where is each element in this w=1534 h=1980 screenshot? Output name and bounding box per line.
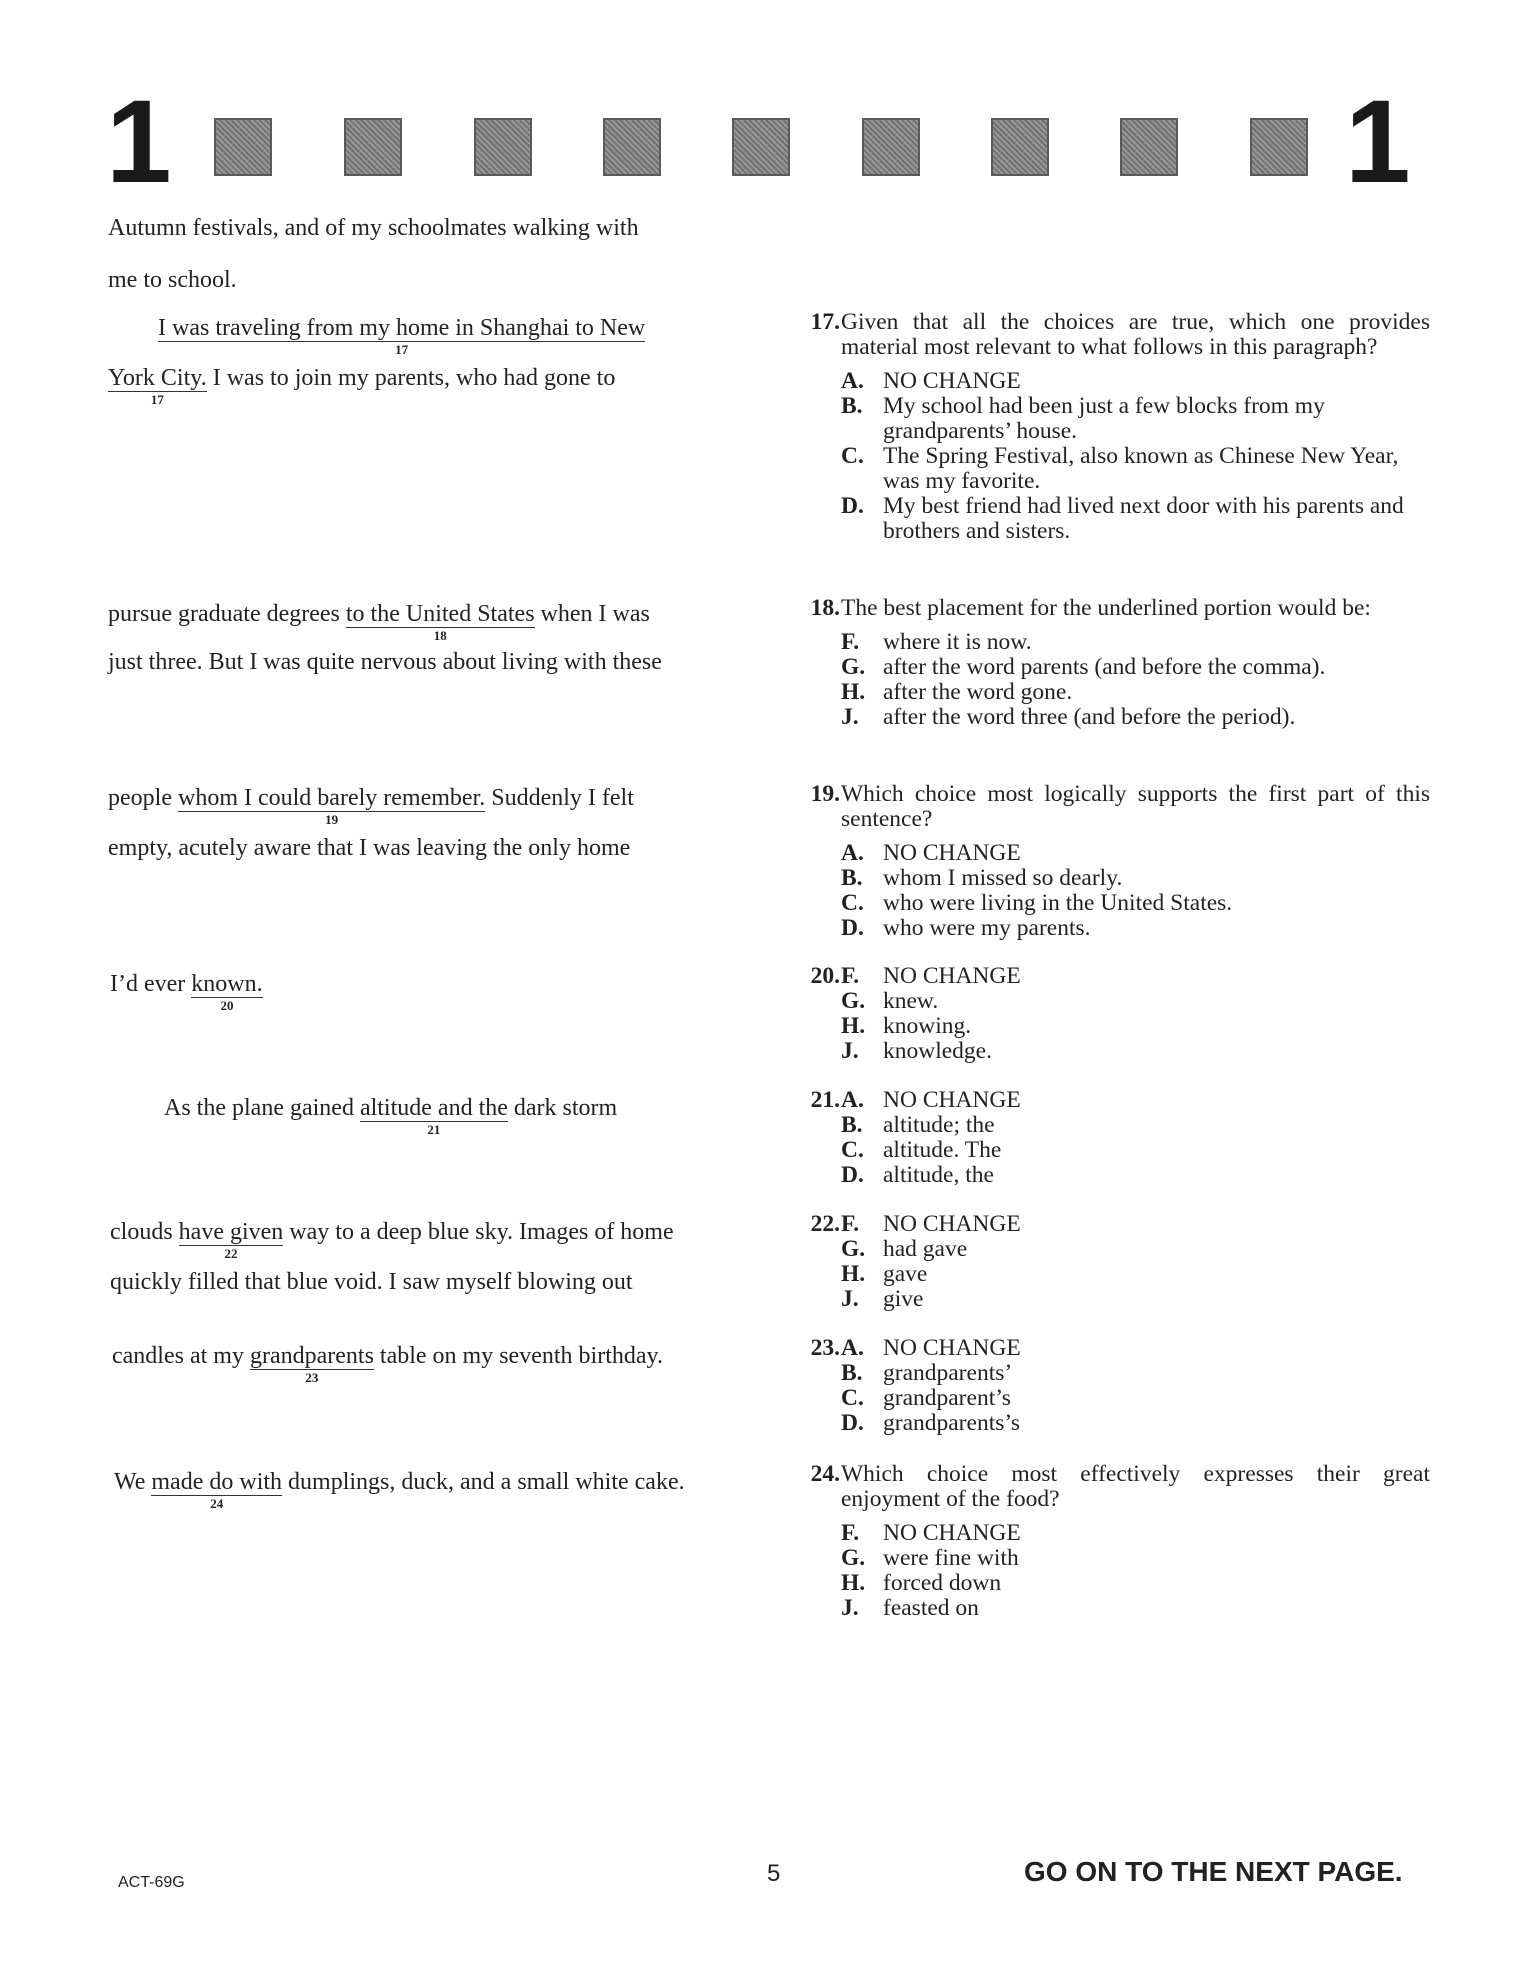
answer-option[interactable] xyxy=(841,630,1430,655)
passage-line: Autumn festivals, and of my schoolmates walking with xyxy=(108,215,639,241)
answer-option[interactable] xyxy=(841,1411,1430,1436)
answer-option[interactable] xyxy=(841,705,1430,730)
answer-option[interactable] xyxy=(841,1262,1430,1287)
passage-line xyxy=(112,1342,663,1385)
option-text: NO CHANGE xyxy=(883,840,1021,866)
option-text: NO CHANGE xyxy=(883,1335,1021,1361)
option-letter: G. xyxy=(841,1236,866,1262)
option-text: after the word three (and before the period). xyxy=(883,704,1296,730)
option-letter: A. xyxy=(841,1087,864,1113)
option-letter: B. xyxy=(841,865,863,891)
option-text: whom I missed so dearly. xyxy=(883,865,1123,891)
option-text: My best friend had lived next door with his parents and brothers and sisters. xyxy=(883,493,1404,544)
question-18 xyxy=(790,596,1430,730)
underlined-portion-24 xyxy=(151,1469,283,1511)
question-17 xyxy=(790,310,1430,544)
option-text: altitude. The xyxy=(883,1137,1002,1163)
passage-line: me to school. xyxy=(108,267,237,293)
header-block-6 xyxy=(862,118,920,176)
question-ref-21: 21 xyxy=(427,1122,441,1137)
option-letter: C. xyxy=(841,890,864,916)
passage-line xyxy=(158,314,646,357)
answer-option[interactable] xyxy=(841,1014,1430,1039)
passage-line: quickly filled that blue void. I saw myself blowing out xyxy=(110,1269,633,1295)
answer-option[interactable] xyxy=(841,1361,1430,1386)
option-letter: B. xyxy=(841,393,863,419)
option-letter: B. xyxy=(841,1112,863,1138)
answer-option[interactable] xyxy=(841,1088,1430,1113)
option-text: grandparents’ xyxy=(883,1360,1013,1386)
header-block-1 xyxy=(214,118,272,176)
option-letter: G. xyxy=(841,988,866,1014)
section-number-right: 1 xyxy=(1345,76,1411,208)
answer-option[interactable] xyxy=(841,1521,1430,1546)
underlined-text: York City. xyxy=(108,365,207,391)
question-22 xyxy=(790,1212,1430,1312)
answer-option[interactable] xyxy=(841,1039,1430,1064)
underlined-portion-20 xyxy=(191,971,263,1013)
answer-option[interactable] xyxy=(841,394,1430,444)
header-block-7 xyxy=(991,118,1049,176)
option-text: after the word parents (and before the comma). xyxy=(883,654,1326,680)
answer-option[interactable] xyxy=(841,1237,1430,1262)
passage-text: As the plane gained xyxy=(164,1095,360,1121)
underlined-text: grandparents xyxy=(249,1343,374,1369)
option-letter: H. xyxy=(841,679,866,705)
underlined-portion-18 xyxy=(345,601,535,643)
answer-option[interactable] xyxy=(841,1212,1430,1237)
option-letter: D. xyxy=(841,1410,864,1436)
header-block-5 xyxy=(732,118,790,176)
option-text: altitude; the xyxy=(883,1112,995,1138)
option-letter: J. xyxy=(841,1286,859,1312)
passage-text: I was to join my parents, who had gone to xyxy=(206,365,616,391)
question-number: 24. xyxy=(810,1461,840,1487)
option-text: give xyxy=(883,1286,924,1312)
passage-line xyxy=(110,970,263,1013)
option-text: altitude, the xyxy=(883,1162,994,1188)
underlined-portion-21 xyxy=(359,1095,508,1137)
passage-line: empty, acutely aware that I was leaving the only home xyxy=(108,835,631,861)
answer-option[interactable] xyxy=(841,841,1430,866)
underlined-text: I was traveling from my home in Shanghai to New xyxy=(158,315,646,341)
option-text: had gave xyxy=(883,1236,968,1262)
underlined-portion-22 xyxy=(178,1219,284,1261)
option-text: where it is now. xyxy=(883,629,1032,655)
question-number: 20. xyxy=(810,963,840,989)
answer-option[interactable] xyxy=(841,866,1430,891)
option-letter: H. xyxy=(841,1013,866,1039)
header-block-4 xyxy=(603,118,661,176)
question-number: 17. xyxy=(810,309,840,335)
question-number: 19. xyxy=(810,781,840,807)
option-letter: D. xyxy=(841,1162,864,1188)
underlined-text: to the United States xyxy=(345,601,535,627)
header-block-3 xyxy=(474,118,532,176)
option-text: The Spring Festival, also known as Chinese New Year, was my favorite. xyxy=(883,443,1399,494)
option-letter: J. xyxy=(841,1595,859,1621)
question-ref-17: 17 xyxy=(150,392,164,407)
passage-text: table on my seventh birthday. xyxy=(373,1343,663,1369)
option-letter: F. xyxy=(841,1211,860,1237)
option-text: knew. xyxy=(883,988,939,1014)
option-text: were fine with xyxy=(883,1545,1019,1571)
option-text: NO CHANGE xyxy=(883,963,1021,989)
question-text: Given that all the choices are true, which one provides material most relevant to what follows in this paragraph? xyxy=(841,309,1430,360)
option-letter: C. xyxy=(841,443,864,469)
underlined-text: made do with xyxy=(151,1469,283,1495)
underlined-portion-17 xyxy=(158,315,646,357)
passage-text: pursue graduate degrees xyxy=(108,601,346,627)
header-block-8 xyxy=(1120,118,1178,176)
option-text: feasted on xyxy=(883,1595,979,1621)
answer-option[interactable] xyxy=(841,1138,1430,1163)
answer-option[interactable] xyxy=(841,891,1430,916)
option-letter: F. xyxy=(841,963,860,989)
question-ref-22: 22 xyxy=(224,1246,238,1261)
option-text: NO CHANGE xyxy=(883,368,1021,394)
option-letter: A. xyxy=(841,1335,864,1361)
passage-line xyxy=(108,784,634,827)
passage-text: candles at my xyxy=(112,1343,250,1369)
option-letter: J. xyxy=(841,1038,859,1064)
option-letter: G. xyxy=(841,1545,866,1571)
option-letter: J. xyxy=(841,704,859,730)
option-letter: G. xyxy=(841,654,866,680)
page-number: 5 xyxy=(767,1860,781,1887)
question-text: The best placement for the underlined portion would be: xyxy=(841,595,1371,621)
answer-option[interactable] xyxy=(841,444,1430,494)
question-number: 18. xyxy=(810,595,840,621)
header-block-2 xyxy=(344,118,402,176)
underlined-text: have given xyxy=(178,1219,284,1245)
question-text: Which choice most effectively expresses their great enjoyment of the food? xyxy=(841,1461,1430,1512)
answer-option[interactable] xyxy=(841,680,1430,705)
answer-option[interactable] xyxy=(841,964,1430,989)
passage-line xyxy=(110,1218,674,1261)
option-text: forced down xyxy=(883,1570,1002,1596)
answer-option[interactable] xyxy=(841,369,1430,394)
option-letter: H. xyxy=(841,1570,866,1596)
passage-line xyxy=(108,600,650,643)
underlined-text: known. xyxy=(191,971,263,997)
passage-text: dark storm xyxy=(507,1095,618,1121)
underlined-text: whom I could barely remember. xyxy=(177,785,486,811)
answer-option[interactable] xyxy=(841,1336,1430,1361)
option-letter: C. xyxy=(841,1137,864,1163)
option-letter: D. xyxy=(841,493,864,519)
passage-text: clouds xyxy=(110,1219,179,1245)
underlined-portion-23 xyxy=(249,1343,374,1385)
passage-text: way to a deep blue sky. Images of home xyxy=(283,1219,674,1245)
question-ref-20: 20 xyxy=(220,998,234,1013)
passage-line xyxy=(164,1094,618,1137)
question-ref-18: 18 xyxy=(433,628,447,643)
option-text: knowledge. xyxy=(883,1038,992,1064)
option-text: who were my parents. xyxy=(883,915,1091,941)
question-number: 23. xyxy=(810,1335,840,1361)
question-ref-24: 24 xyxy=(210,1496,224,1511)
underlined-portion-19 xyxy=(177,785,486,827)
option-text: grandparent’s xyxy=(883,1385,1011,1411)
option-letter: F. xyxy=(841,629,860,655)
passage-text: dumplings, duck, and a small white cake. xyxy=(282,1469,685,1495)
option-letter: D. xyxy=(841,915,864,941)
question-ref-23: 23 xyxy=(305,1370,319,1385)
answer-option[interactable] xyxy=(841,1546,1430,1571)
option-letter: F. xyxy=(841,1520,860,1546)
option-letter: B. xyxy=(841,1360,863,1386)
passage-line xyxy=(108,364,616,407)
question-number: 21. xyxy=(810,1087,840,1113)
answer-option[interactable] xyxy=(841,1571,1430,1596)
option-letter: H. xyxy=(841,1261,866,1287)
answer-option[interactable] xyxy=(841,1596,1430,1621)
option-text: NO CHANGE xyxy=(883,1211,1021,1237)
question-ref-17: 17 xyxy=(395,342,409,357)
answer-option[interactable] xyxy=(841,989,1430,1014)
underlined-text: altitude and the xyxy=(359,1095,508,1121)
option-text: who were living in the United States. xyxy=(883,890,1233,916)
passage-text: I’d ever xyxy=(110,971,192,997)
question-21 xyxy=(790,1088,1430,1188)
answer-option[interactable] xyxy=(841,494,1430,544)
passage-text: We xyxy=(114,1469,152,1495)
option-text: gave xyxy=(883,1261,928,1287)
answer-option[interactable] xyxy=(841,916,1430,941)
option-text: grandparents’s xyxy=(883,1410,1021,1436)
option-text: NO CHANGE xyxy=(883,1520,1021,1546)
answer-option[interactable] xyxy=(841,1386,1430,1411)
option-text: after the word gone. xyxy=(883,679,1073,705)
next-page-instruction: GO ON TO THE NEXT PAGE. xyxy=(1024,1856,1403,1887)
passage-text: when I was xyxy=(534,601,650,627)
form-code: ACT-69G xyxy=(118,1874,185,1891)
passage-line: just three. But I was quite nervous about living with these xyxy=(108,649,662,675)
question-23 xyxy=(790,1336,1430,1436)
question-number: 22. xyxy=(810,1211,840,1237)
option-letter: A. xyxy=(841,840,864,866)
header-block-9 xyxy=(1250,118,1308,176)
question-text: Which choice most logically supports the first part of this sentence? xyxy=(841,781,1430,832)
answer-option[interactable] xyxy=(841,1287,1430,1312)
underlined-portion-17 xyxy=(108,365,207,407)
option-text: knowing. xyxy=(883,1013,972,1039)
passage-line xyxy=(114,1468,685,1511)
passage-text: people xyxy=(108,785,178,811)
option-text: My school had been just a few blocks from my grandparents’ house. xyxy=(883,393,1325,444)
option-letter: A. xyxy=(841,368,864,394)
question-20 xyxy=(790,964,1430,1064)
option-letter: C. xyxy=(841,1385,864,1411)
option-text: NO CHANGE xyxy=(883,1087,1021,1113)
question-19 xyxy=(790,782,1430,941)
answer-option[interactable] xyxy=(841,1163,1430,1188)
question-24 xyxy=(790,1462,1430,1621)
answer-option[interactable] xyxy=(841,1113,1430,1138)
answer-option[interactable] xyxy=(841,655,1430,680)
section-number-left: 1 xyxy=(106,76,172,208)
passage-text: Suddenly I felt xyxy=(485,785,634,811)
question-ref-19: 19 xyxy=(325,812,339,827)
